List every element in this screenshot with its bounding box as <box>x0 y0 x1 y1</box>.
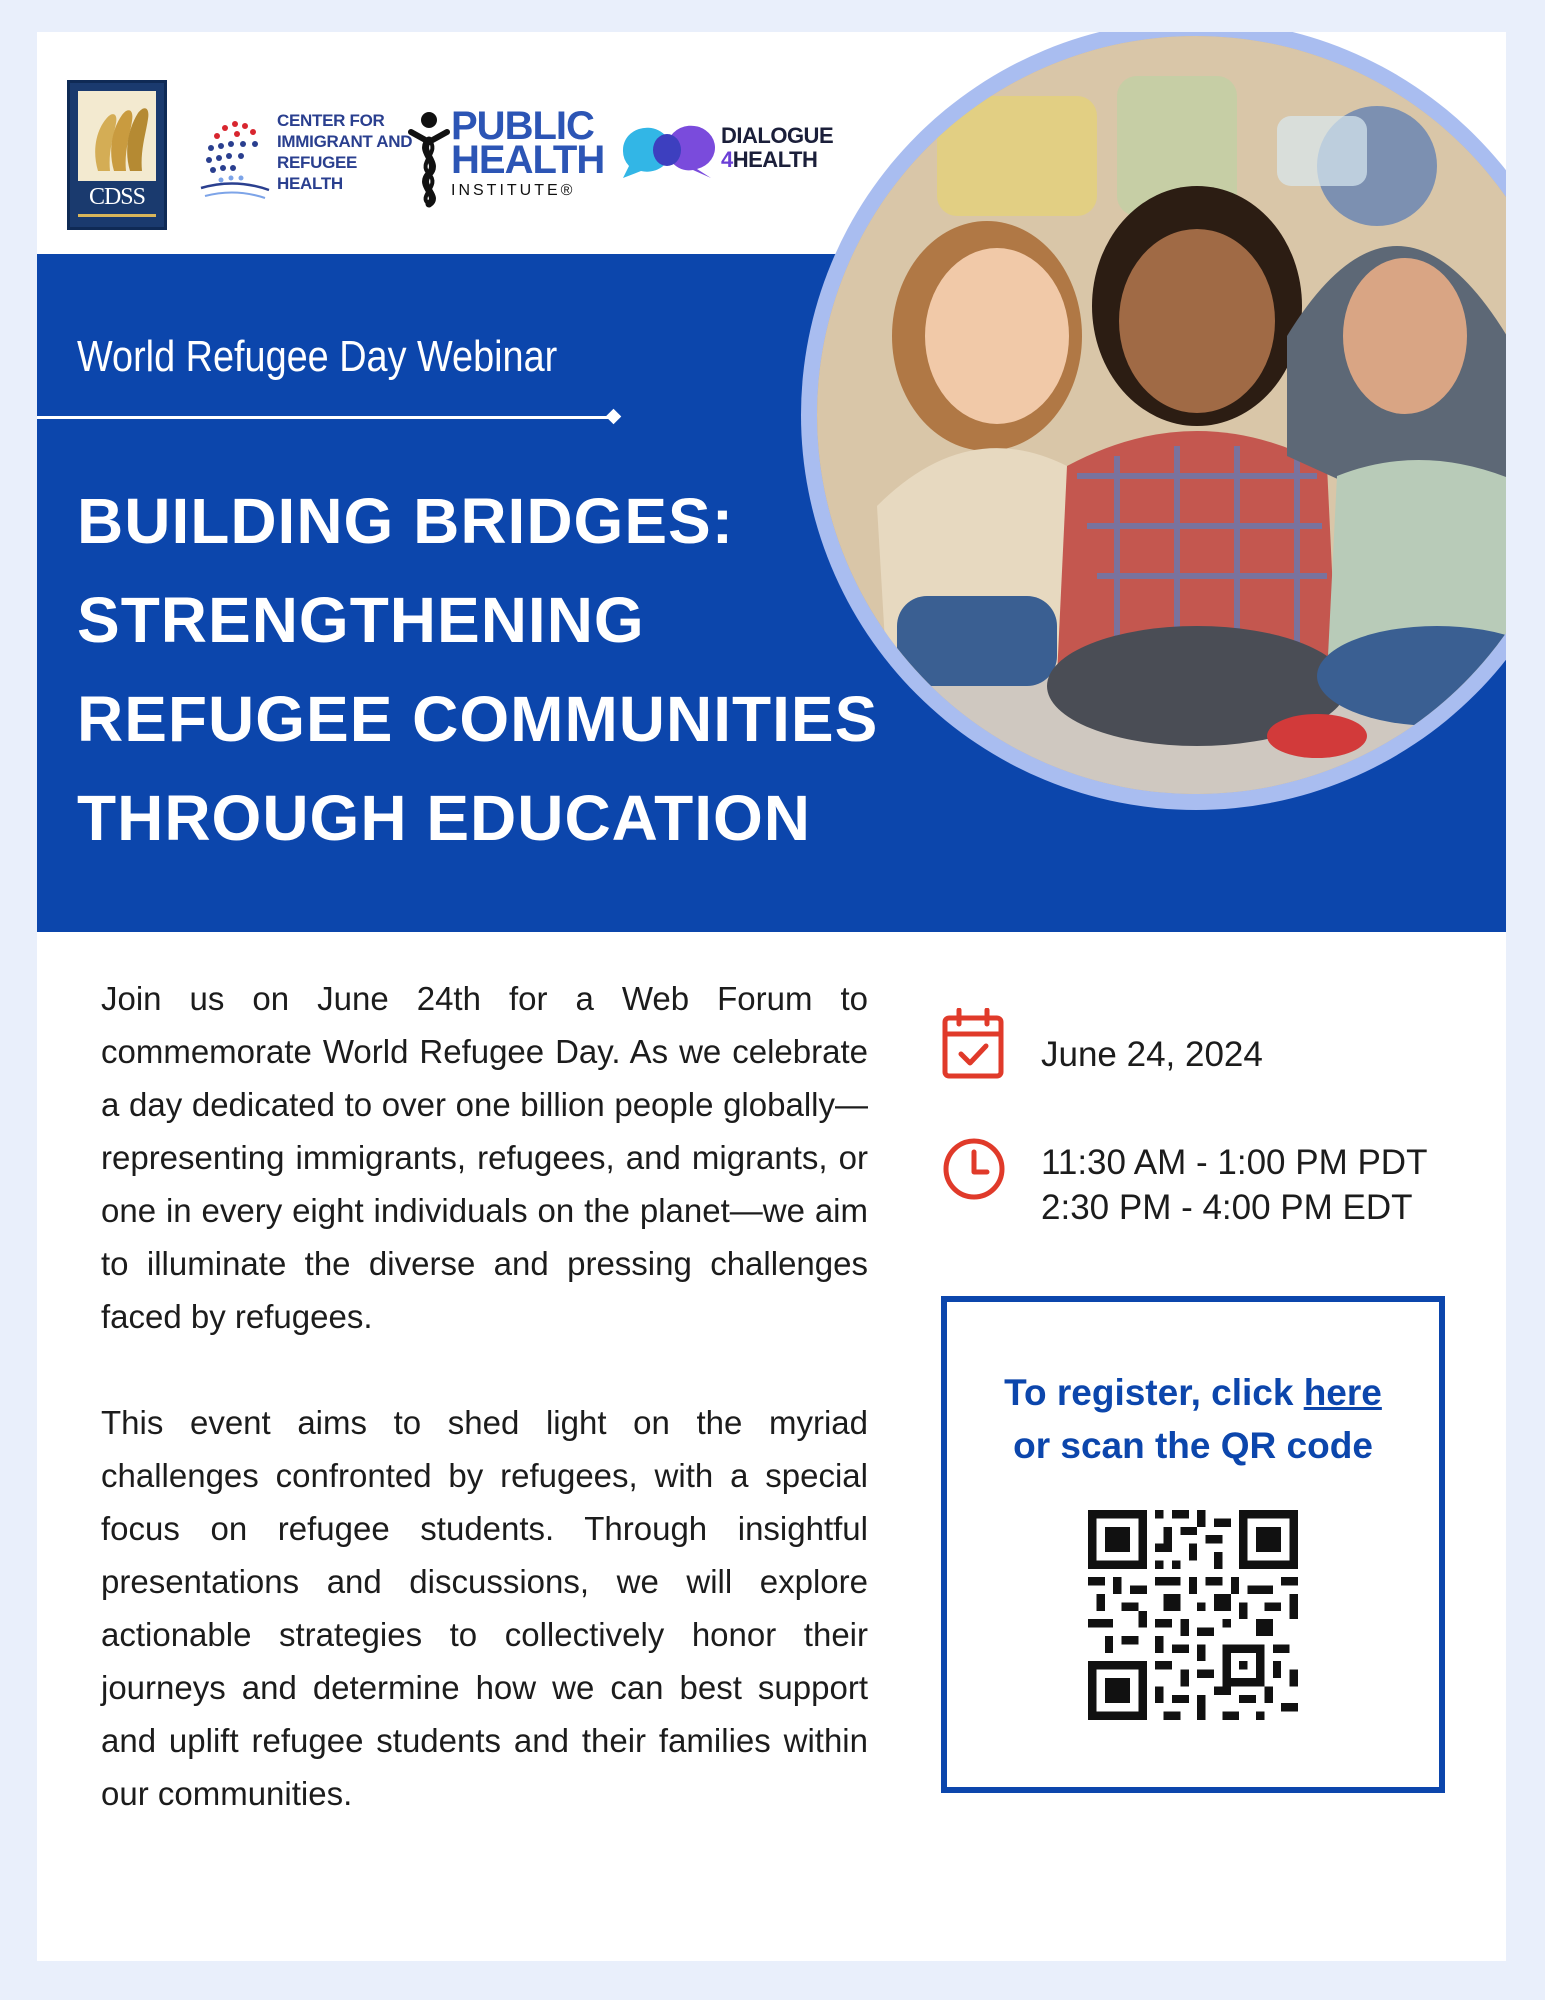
event-time-pdt: 11:30 AM - 1:00 PM PDT <box>1041 1143 1428 1182</box>
cfirh-line-3: REFUGEE <box>277 153 358 172</box>
phi-word-health: HEALTH <box>451 138 605 182</box>
cfirh-line-4: HEALTH <box>277 174 343 193</box>
d4h-word-health: HEALTH <box>732 147 818 172</box>
description-paragraph-1: Join us on June 24th for a Web Forum to commemorate World Refugee Day. As we celebrate a day dedicated to over one billion people globally—representing immigrants, refugees, and migrants, or one in every eight individuals on the planet—we aim to illuminate the diverse and pressing challenges faced by refugees. <box>101 980 868 1335</box>
registration-box <box>941 1296 1445 1793</box>
speech-bubbles-icon <box>617 120 717 184</box>
d4h-number-4: 4 <box>721 147 733 172</box>
webinar-kicker: World Refugee Day Webinar <box>77 332 558 381</box>
event-date: June 24, 2024 <box>1041 1035 1263 1074</box>
event-times <box>1041 1140 1427 1230</box>
d4h-logo-text <box>721 124 833 172</box>
calendar-check-icon <box>941 1008 1005 1080</box>
registration-qr-code[interactable] <box>1088 1510 1298 1720</box>
flyer-page <box>37 32 1506 1961</box>
event-time-edt: 2:30 PM - 4:00 PM EDT <box>1041 1188 1413 1227</box>
headline-line-2: STRENGTHENING <box>77 584 645 656</box>
public-health-institute-logo <box>407 104 607 218</box>
phi-word-institute: INSTITUTE® <box>451 182 576 199</box>
cdss-logo-stripe <box>78 214 156 217</box>
cfirh-logo-text <box>277 110 412 194</box>
cdss-logo <box>67 80 167 230</box>
d4h-word-dialogue: DIALOGUE <box>721 123 834 148</box>
register-here-link[interactable]: here <box>1303 1372 1382 1413</box>
register-line-2: or scan the QR code <box>1013 1425 1373 1466</box>
event-description <box>101 972 868 1873</box>
cdss-logo-text: CDSS <box>88 184 146 210</box>
cfirh-line-2: IMMIGRANT AND <box>277 132 413 151</box>
globe-dots-icon <box>197 112 273 202</box>
divider-line <box>37 416 615 419</box>
dancing-figure-icon <box>407 108 451 208</box>
register-prefix: To register, click <box>1004 1372 1304 1413</box>
headline-line-4: THROUGH EDUCATION <box>77 782 811 854</box>
dialogue-4-health-logo <box>617 120 857 200</box>
clock-icon <box>941 1136 1007 1202</box>
phi-word-public: PUBLIC <box>451 104 594 148</box>
headline-line-3: REFUGEE COMMUNITIES <box>77 683 879 755</box>
register-line-1 <box>947 1372 1439 1414</box>
description-paragraph-2: This event aims to shed light on the myriad challenges confronted by refugees, with a special focus on refugee students. Through insightful presentations and discussions, we will explore actionable strategies to collectively honor their journeys and determine how we can best support and uplift refugee students and their families within our communities. <box>101 1404 868 1812</box>
cfirh-line-1: CENTER FOR <box>277 111 385 130</box>
headline-line-1: BUILDING BRIDGES: <box>77 485 734 557</box>
cfirh-logo <box>197 104 417 214</box>
